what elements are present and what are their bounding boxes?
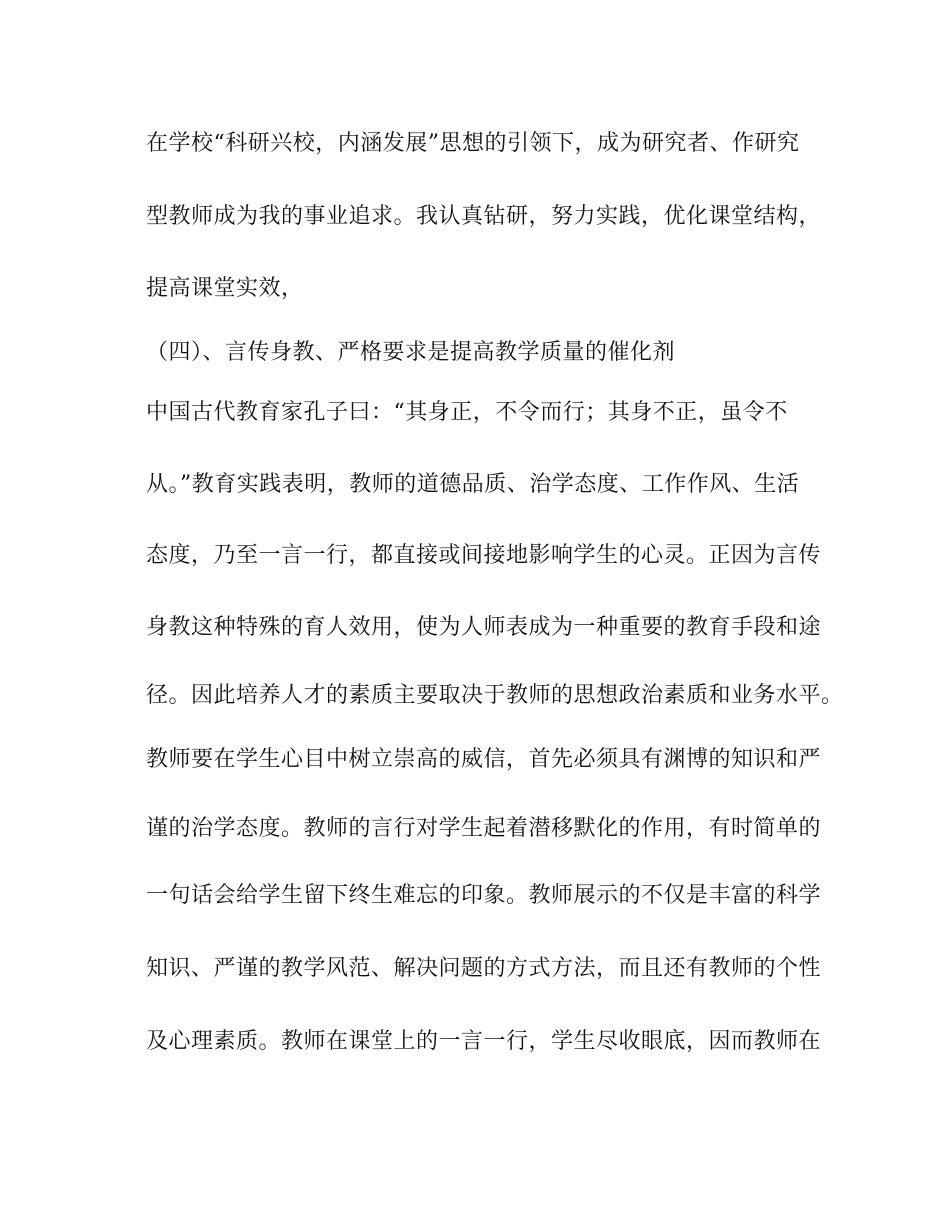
- paragraph-line-13: 知识、严谨的教学风范、解决问题的方式方法，而且还有教师的个性: [146, 956, 822, 981]
- paragraph-line-10: 教师要在学生心目中树立崇高的威信，首先必须具有渊博的知识和严: [146, 747, 822, 772]
- paragraph-line-1: 在学校“科研兴校，内涵发展”思想的引领下，成为研究者、作研究: [146, 131, 800, 156]
- paragraph-line-11: 谨的治学态度。教师的言行对学生起着潜移默化的作用，有时简单的: [146, 816, 822, 841]
- paragraph-line-14: 及心理素质。教师在课堂上的一言一行，学生尽收眼底，因而教师在: [146, 1029, 822, 1054]
- section-heading: （四）、言传身教、严格要求是提高教学质量的催化剂: [146, 340, 676, 365]
- paragraph-line-9: 径。因此培养人才的素质主要取决于教师的思想政治素质和业务水平。: [146, 683, 844, 708]
- paragraph-line-8: 身教这种特殊的育人效用，使为人师表成为一种重要的教育手段和途: [146, 615, 822, 640]
- paragraph-line-6: 从。”教育实践表明，教师的道德品质、治学态度、工作作风、生活: [146, 472, 800, 497]
- paragraph-line-3: 提高课堂实效，: [146, 276, 304, 301]
- paragraph-line-5: 中国古代教育家孔子曰：“其身正，不令而行；其身不正，虽令不: [146, 400, 788, 425]
- paragraph-line-12: 一句话会给学生留下终生难忘的印象。教师展示的不仅是丰富的科学: [146, 883, 822, 908]
- paragraph-line-7: 态度，乃至一言一行，都直接或间接地影响学生的心灵。正因为言传: [146, 543, 822, 568]
- paragraph-line-2: 型教师成为我的事业追求。我认真钻研，努力实践，优化课堂结构，: [146, 204, 822, 229]
